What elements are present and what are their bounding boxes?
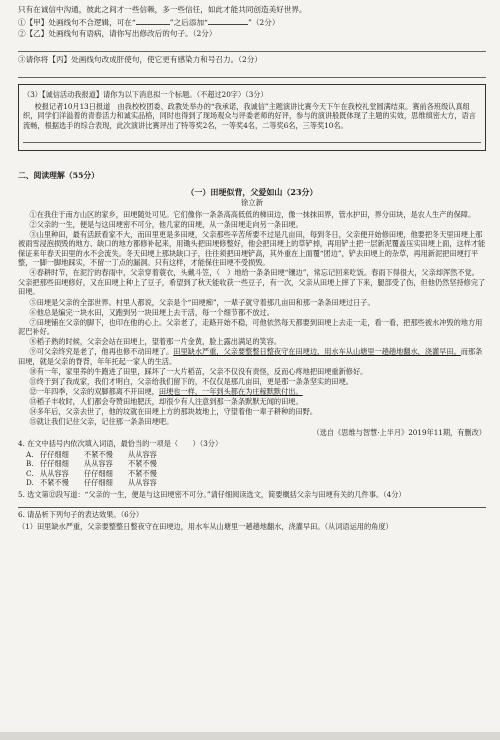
- question-2: ②【乙】处画线句有语病，请你写出修改后的句子。（2分）: [18, 29, 217, 39]
- answer-line[interactable]: [18, 499, 486, 508]
- answer-blank[interactable]: [136, 16, 170, 25]
- paragraph: ⑤田埂是父亲的全部世界。村里人都说，父亲是个“田埂痴”，一辈子就守着那几亩田和那一条条田埂过日子。: [29, 297, 375, 307]
- top-section: [18, 5, 486, 78]
- news-question: （3）【诚信活动我报道】请你为以下消息拟一个标题。（不超过20字）（3分）: [23, 90, 268, 100]
- option-d[interactable]: D. 不紧不慢 仔仔细细 从从容容: [26, 478, 157, 488]
- article-author: 徐立新: [240, 197, 264, 207]
- option-a[interactable]: A. 仔仔细细 不紧不慢 从从容容: [26, 449, 157, 459]
- paragraph: ⑦田埂铺在父亲的脚下，也印在他的心上。父亲老了，走路开始不稳，可他依然每天都要到田埂上去走一走，看一看，把那些被水冲毁的地方用泥巴补好。: [18, 317, 483, 337]
- news-box: [18, 84, 486, 151]
- paragraph: ③山里种田，最有活跃看家不大，而田里更是多田埂，父亲那些辛苦所要不过是几亩田，每到冬日，父亲便开始修田埂，他要把冬天里田埂上那被雨雪浸泡损毁的地方、缺口的地方都修补起来，用锄头把田埂修整好，他会把田埂上的草铲掉，再用铲土把一层新泥覆盖压实田埂上面，这样才能保证来年春天田里的水不会流失。冬天田埂上那块缺口子，往往须把田埂铲高，其外重在上面覆“团边”，铲去田埂上的杂草，再用新泥把田埂打平整，一脚一脚地踩实，不留一丁点的漏洞。只有这样，才能保住田埂不受损毁。: [18, 229, 486, 268]
- question-5: 5. 选文第⑫段写道：“父亲的一生，便是与这田埂密不可分。”请仔细阅读选文，简要概括父亲与田埂有关的几件事。（4分）: [18, 489, 406, 499]
- paragraph: ⑬稻子丰收时，人们都会夸赞田地肥沃，却很少有人注意到那一条条默默无闻的田埂。: [29, 397, 303, 407]
- paragraph: ⑮就让我们记住父亲，记住那一条条田埂吧。: [29, 417, 174, 427]
- paragraph: ④春耕时节，在泥泞的春雨中，父亲穿着蓑衣，头戴斗笠，（ ）地给一条条田埂“镶边”，常忘记回来吃饭。春雨下得很大，父亲却浑然不觉。父亲把那些田埂修好，又在田埂上种上了豆子，希望到了秋天能收获一些豆子，有一次，父亲从田埂上摔了下来，腿部受了伤，但他仍然坚持修完了田埂。: [18, 268, 486, 297]
- options: [26, 450, 486, 488]
- question-6: 6. 请品析下列句子的表达效果。（6分）: [18, 510, 144, 520]
- top-line: 只有在诚信中沟通，彼此之间才一些信赖，多一些信任，如此才能共同创造美好世界。: [18, 5, 307, 14]
- paragraph: ⑩有一年，家里养的牛跑进了田里，踩坏了一大片稻苗，父亲不仅没有责怪，反而心疼地把田埂重新修好。: [29, 367, 368, 376]
- article-body: [18, 210, 486, 438]
- option-c[interactable]: C. 从从容容 仔仔细细 不紧不慢: [26, 468, 157, 478]
- paragraph: ⑪终于到了我成家，我们才明白，父亲给我们留下的，不仅仅是那几亩田，更是那一条条坚实的田埂。: [29, 377, 353, 387]
- option-b[interactable]: B. 仔仔细细 从从容容 不紧不慢: [26, 459, 157, 469]
- scan-edge: [0, 732, 500, 740]
- news-text: 校报记者10月13日报道 由我校校团委、政教处举办的“我承诺，我诚信”主题演讲比赛今天下午在我校礼堂圆满结束。赛前各班级认真组织，同学们洋溢着的青春活力和诚实品格，同时也得到了现场观众与评委老师的好评，参与的演讲般既体现了主题的实效，思维缜密大方，语言流畅，根据选手的综合表现，此次演讲比赛评出了特等奖2名，一等奖4名，二等奖6名，三等奖10名。: [23, 101, 476, 130]
- answer-line[interactable]: [18, 68, 486, 78]
- underlined-sentence: 田里缺水严重，父亲要整整日整夜守在田埂边，用水车从山塘里一趟趟地翻水，浇灌早田。: [173, 347, 461, 357]
- answer-blank[interactable]: [208, 16, 248, 25]
- paragraph: ⑥他总是编完一块水田，又跑到另一块田埂上去干活，每一个细节都不放过。: [29, 307, 274, 317]
- paragraph: ②父亲的一生，便是与这田埂密不可分，他几家的田埂，从一条田埂走向另一条田埂。: [29, 219, 303, 229]
- paragraph: ①在我住于南方山区的家乡，田埂随处可见。它们像你一条条高高低低的梯田边，像一抹抹田界，管水护田，界分田块，是农人生产的保障。: [29, 209, 476, 219]
- answer-line[interactable]: [23, 133, 481, 143]
- question-6-1: （1）田里缺水严重，父亲要整整日整夜守在田埂边，用水车从山塘里一趟趟地翻水，浇灌早田。（从词语运用的角度）: [18, 521, 393, 531]
- paragraph: ⑭多年后，父亲去世了，他的坟就在田埂上方的那块坡地上，守望着他一辈子耕种的田野。: [29, 407, 318, 417]
- question-1: ①【甲】处画线句不合逻辑，可在“ ”之后添加“ ”（2分）: [18, 18, 280, 28]
- article-source: （选自《思维与智慧·上半月》2019年11期，有删改）: [312, 427, 486, 437]
- question-4: 4. 在文中括号内依次填入词语，最恰当的一项是（ ）（3分）: [18, 439, 223, 449]
- paragraph: ⑨可父亲终究是老了，他再也修不动田埂了。田里缺水严重，父亲要整整日整夜守在田埂边，用水车从山塘里一趟趟地翻水，浇灌早田。而那条田埂，就是父亲的脊背，年年托起一家人的生活。: [18, 347, 483, 366]
- section-heading: 二、阅读理解（55分）: [18, 171, 100, 181]
- answer-line[interactable]: [18, 42, 486, 52]
- underlined-sentence: 田埂也一样，一年到头都在为庄稼默默付出。: [158, 387, 303, 397]
- paragraph: ⑧稻子熟的时候，父亲会站在田埂上，望着那一片金黄，脸上露出满足的笑容。: [29, 337, 282, 347]
- question-3: ③请你将【丙】处画线句改成肝使句，使它更有感染力和号召力。（2分）: [18, 55, 263, 65]
- article-title: （一）田埂似背，父爱如山（23分）: [186, 187, 318, 198]
- paragraph: ⑫一年四季，父亲的双脚都离不开田埂，田埂也一样，一年到头都在为庄稼默默付出。: [29, 387, 303, 397]
